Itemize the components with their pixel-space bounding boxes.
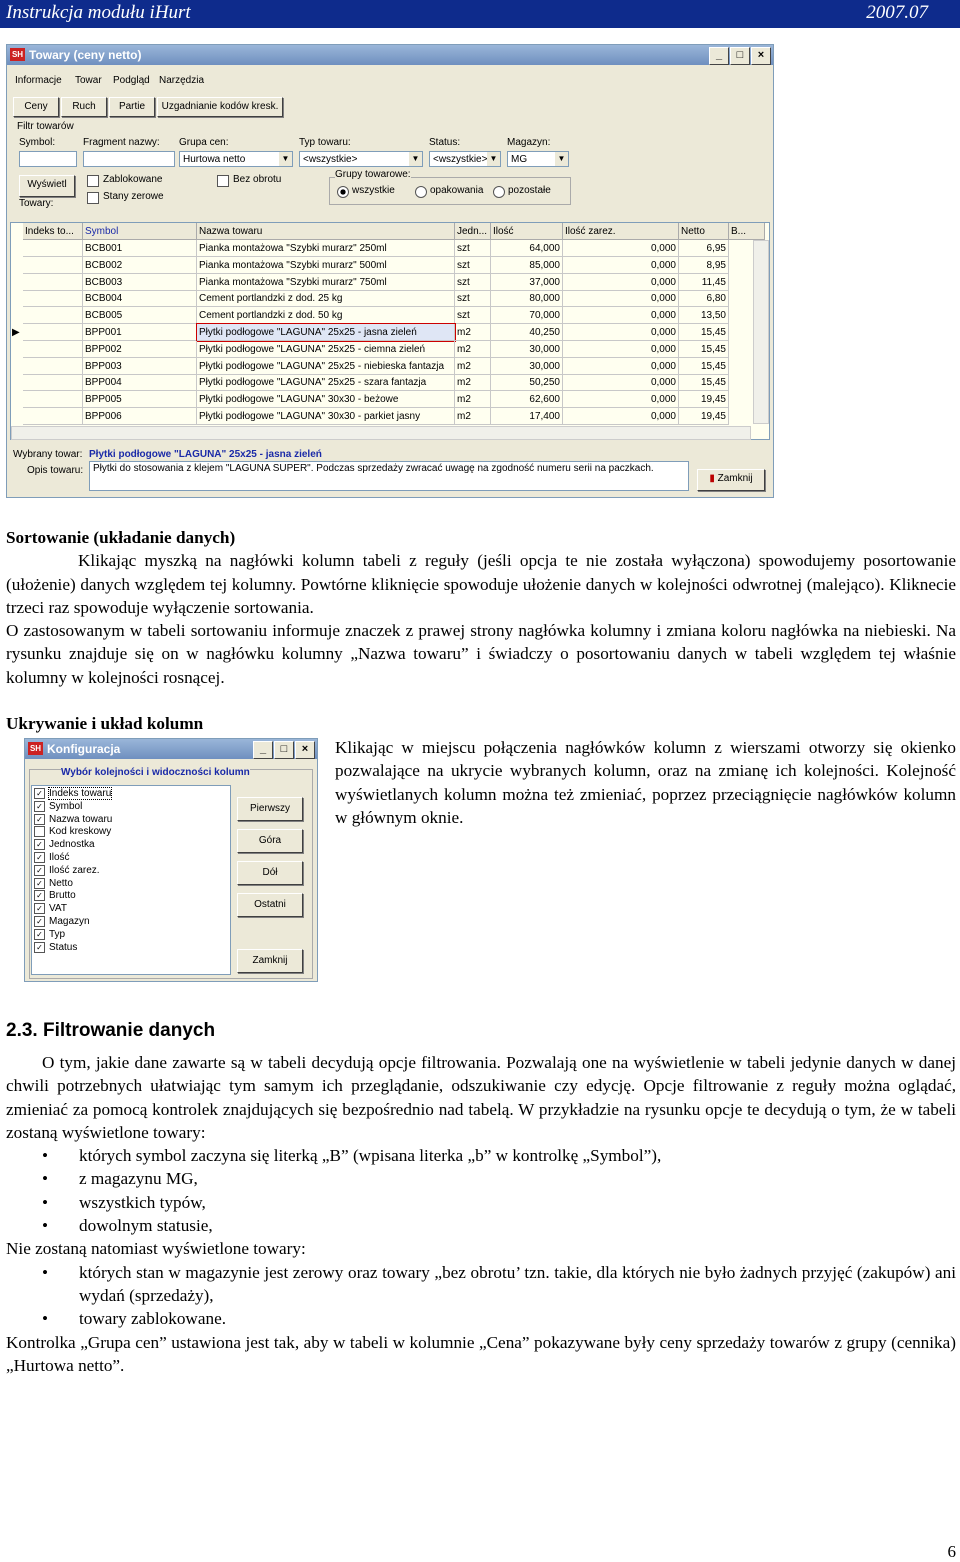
tab-ruch[interactable]: Ruch [61, 97, 107, 117]
table-cell[interactable] [23, 408, 83, 425]
column-checkbox[interactable]: ✓ [34, 814, 45, 825]
down-button[interactable]: Dół [237, 861, 303, 885]
table-cell[interactable]: 0,000 [563, 240, 679, 257]
column-list-item[interactable] [34, 878, 73, 890]
table-cell[interactable]: Pianka montażowa "Szybki murarz" 250ml [197, 240, 455, 257]
columns-group-label: Wybór kolejności i widoczności kolumn [61, 767, 250, 778]
include-list [6, 1144, 956, 1237]
table-cell[interactable]: 30,000 [491, 358, 563, 375]
table-cell[interactable]: 0,000 [563, 341, 679, 358]
last-button[interactable]: Ostatni [237, 893, 303, 917]
column-header[interactable]: Netto [679, 223, 729, 240]
table-cell[interactable]: 6,95 [679, 240, 729, 257]
column-item-label: Jednostka [49, 839, 95, 851]
page-number: 6 [947, 1542, 956, 1561]
table-cell[interactable] [23, 290, 83, 307]
close-button-label: Zamknij [717, 473, 753, 484]
chevron-down-icon: ▼ [409, 152, 422, 166]
menu-narzedzia[interactable]: Narzędzia [159, 75, 205, 86]
table-cell[interactable]: BPP002 [83, 341, 197, 358]
section-sorting [6, 526, 956, 689]
window-title: Towary (ceny netto) [29, 48, 142, 62]
zablokowane-label: Zablokowane [103, 174, 163, 185]
app-logo-icon: SH [29, 744, 42, 753]
column-checkbox[interactable]: ✓ [34, 865, 45, 876]
column-checkbox[interactable]: ✓ [34, 929, 45, 940]
radio-wszystkie-label: wszystkie [352, 185, 395, 196]
table-cell[interactable]: 64,000 [491, 240, 563, 257]
table-cell[interactable]: 0,000 [563, 290, 679, 307]
column-checkbox[interactable]: ✓ [34, 788, 45, 799]
chevron-down-icon: ▼ [555, 152, 568, 166]
show-button[interactable]: Wyświetl [19, 175, 75, 197]
table-cell[interactable]: 19,45 [679, 391, 729, 408]
minimize-icon[interactable]: _ [709, 47, 729, 65]
close-button-2[interactable]: Zamknij [237, 949, 303, 973]
table-cell[interactable]: szt [455, 257, 491, 274]
table-cell[interactable]: BPP003 [83, 358, 197, 375]
table-cell[interactable]: 15,45 [679, 374, 729, 391]
column-header[interactable]: Jedn... [455, 223, 491, 240]
column-header[interactable]: B... [729, 223, 765, 240]
table-cell[interactable] [23, 374, 83, 391]
chevron-down-icon: ▼ [279, 152, 292, 166]
table-cell[interactable]: BCB005 [83, 307, 197, 324]
radio-pozostale[interactable] [493, 186, 505, 198]
table-cell[interactable]: 17,400 [491, 408, 563, 425]
table-cell[interactable]: Płytki podłogowe "LAGUNA" 25x25 - niebieska fantazja [197, 358, 455, 375]
column-item-label: Indeks towaru [49, 788, 112, 800]
table-cell[interactable]: BCB003 [83, 274, 197, 291]
fragment-input[interactable] [83, 151, 175, 167]
grupa-label: Grupa cen: [179, 137, 229, 148]
magazyn-value: MG [511, 154, 528, 165]
table-cell[interactable]: BPP006 [83, 408, 197, 425]
column-header[interactable]: Symbol [83, 223, 197, 240]
column-checkbox[interactable]: ✓ [34, 852, 45, 863]
section-filter [6, 1051, 956, 1377]
table-cell[interactable]: 50,250 [491, 374, 563, 391]
column-item-label: Kod kreskowy [49, 826, 112, 838]
column-item-label: Ilość zarez. [49, 864, 100, 876]
products-table [10, 222, 770, 440]
close-icon[interactable]: × [295, 741, 315, 759]
column-checkbox[interactable]: ✓ [34, 903, 45, 914]
exclude-list [6, 1261, 956, 1331]
radio-opakowania-label: opakowania [430, 185, 484, 196]
table-cell[interactable]: 0,000 [563, 307, 679, 324]
table-cell[interactable]: Cement portlandzki z dod. 50 kg [197, 307, 455, 324]
table-cell[interactable] [23, 257, 83, 274]
table-cell[interactable] [23, 341, 83, 358]
wybrany-label: Wybrany towar: [13, 449, 83, 460]
section-filter-p3: Kontrolka „Grupa cen” ustawiona jest tak, aby w tabeli w kolumnie „Cena” pokazywane były ceny sprzedaży towarów z grupy (cennika) „Hurtowa netto”. [6, 1332, 956, 1375]
symbol-input[interactable] [19, 151, 77, 167]
column-list-item[interactable] [34, 826, 111, 838]
section-sorting-p2: O zastosowanym w tabeli sortowaniu informuje znaczek z prawej strony nagłówka kolumny i zmiana koloru nagłówka na niebieski. Na rysunku znajduje się on w nagłówku kolumny „Nazwa towaru” i świadczy o posortowaniu danych w tabeli względem tej właśnie kolumny w kolejności rosnącej. [6, 621, 956, 687]
list-item [6, 1167, 956, 1190]
table-cell[interactable]: 0,000 [563, 257, 679, 274]
table-cell[interactable] [23, 307, 83, 324]
fragment-label: Fragment nazwy: [83, 137, 160, 148]
column-list-item[interactable] [34, 839, 95, 851]
table-cell[interactable]: Płytki podłogowe "LAGUNA" 25x25 - szara fantazja [197, 374, 455, 391]
filter-label: Filtr towarów [17, 121, 74, 132]
symbol-label: Symbol: [19, 137, 56, 148]
header-date: 2007.07 [866, 2, 928, 23]
menu-towar[interactable]: Towar [75, 75, 102, 86]
bullet-icon: • [42, 1192, 49, 1212]
maximize-icon[interactable]: □ [730, 47, 750, 65]
typ-label: Typ towaru: [299, 137, 351, 148]
bez-obrotu-checkbox[interactable] [217, 175, 229, 187]
close-icon[interactable]: × [751, 47, 771, 65]
table-cell[interactable]: szt [455, 274, 491, 291]
table-cell[interactable]: BCB001 [83, 240, 197, 257]
column-header[interactable]: Ilość zarez. [563, 223, 679, 240]
table-cell[interactable]: 0,000 [563, 274, 679, 291]
towary-label: Towary: [19, 198, 54, 209]
table-cell[interactable] [23, 324, 83, 341]
chevron-down-icon: ▼ [487, 152, 500, 166]
tab-uzgadnianie[interactable]: Uzgadnianie kodów kresk. [157, 97, 283, 117]
table-cell[interactable]: 8,95 [679, 257, 729, 274]
table-cell[interactable]: m2 [455, 324, 491, 341]
section-filter-p2: Nie zostaną natomiast wyświetlone towary: [6, 1239, 306, 1259]
section-columns-heading: Ukrywanie i układ kolumn [6, 714, 204, 733]
column-list-item[interactable] [34, 852, 70, 864]
bez-obrotu-label: Bez obrotu [233, 174, 282, 185]
horizontal-scrollbar[interactable] [11, 426, 751, 440]
column-header[interactable]: Indeks to... [23, 223, 83, 240]
list-item-text: z magazynu MG, [79, 1169, 198, 1189]
column-item-label: Magazyn [49, 916, 90, 928]
table-cell[interactable]: szt [455, 290, 491, 307]
section-columns-text: Klikając w miejscu połączenia nagłówków kolumn z wierszami otworzy się okienko pozwalające na ukrycie wybranych kolumn, oraz na zmianę ich kolejności. Kolejność wyświetlanych kolumn można też zmieniać, poprzez przeciągnięcie nagłówków kolumn w głównym oknie. [335, 738, 956, 827]
title-bar [7, 45, 773, 65]
section-sorting-p1: Klikając myszką na nagłówki kolumn tabeli z reguły (jeśli opcja te nie została wyłączona) spowodujemy posortowanie (ułożenie) danych względem tej kolumny. Powtórne kliknięcie spowoduje ułożenie danych w kolejności odwrotnej (malejąco). Kliknecie trzeci raz spowoduje wyłączenie sortowania. [6, 551, 956, 617]
column-checkbox[interactable]: ✓ [34, 942, 45, 953]
column-header[interactable]: Ilość [491, 223, 563, 240]
table-cell[interactable]: Pianka montażowa "Szybki murarz" 500ml [197, 257, 455, 274]
column-item-label: Netto [49, 877, 73, 889]
stany-zerowe-label: Stany zerowe [103, 191, 164, 202]
list-item [6, 1144, 956, 1167]
column-list-item[interactable] [34, 814, 112, 826]
table-cell[interactable] [23, 358, 83, 375]
column-list-item[interactable] [34, 942, 77, 954]
radio-opakowania[interactable] [415, 186, 427, 198]
column-item-label: Brutto [49, 890, 76, 902]
column-list-item[interactable] [34, 916, 90, 928]
opis-label: Opis towaru: [27, 465, 84, 476]
zablokowane-checkbox[interactable] [87, 175, 99, 187]
table-cell[interactable]: 0,000 [563, 391, 679, 408]
table-cell[interactable]: Pianka montażowa "Szybki murarz" 750ml [197, 274, 455, 291]
table-cell[interactable]: 15,45 [679, 341, 729, 358]
column-list-item[interactable] [34, 865, 100, 877]
wybrany-value: Płytki podłogowe "LAGUNA" 25x25 - jasna zieleń [89, 449, 322, 460]
column-list-item[interactable] [34, 788, 111, 800]
list-item [6, 1191, 956, 1214]
table-cell[interactable]: m2 [455, 391, 491, 408]
header-title: Instrukcja modułu iHurt [6, 2, 191, 23]
list-item-text: których symbol zaczyna się literką „B” (wpisana literka „b” w kontrolkę „Symbol”), [79, 1146, 662, 1166]
table-cell[interactable]: m2 [455, 408, 491, 425]
table-cell[interactable]: 15,45 [679, 358, 729, 375]
column-checkbox[interactable]: ✓ [34, 916, 45, 927]
list-item-text: dowolnym statusie, [79, 1216, 213, 1236]
maximize-icon[interactable]: □ [274, 741, 294, 759]
table-cell[interactable]: 62,600 [491, 391, 563, 408]
bullet-icon: • [42, 1216, 49, 1236]
column-checkbox[interactable] [34, 826, 45, 837]
bullet-icon: • [42, 1169, 49, 1189]
status-label: Status: [429, 137, 461, 148]
bullet-icon: • [42, 1262, 49, 1282]
magazyn-select[interactable] [507, 151, 569, 167]
section-filter-p1: O tym, jakie dane zawarte są w tabeli decydują opcje filtrowania. Pozwalają one na wyświetlenie w tabeli jedynie danych w danej chwili potrzebnych ułatwiając tym samym ich przeglądanie, odszukiwanie czy edycję. Opcje filtrowanie z reguły można oglądać, zmieniać za pomocą kontrolek znajdujących się bezpośrednio nad tabelą. W przykładzie na rysunku opcje te decydują o tym, że w tabeli zostaną wyświetlone towary: [6, 1053, 956, 1142]
table-cell[interactable]: 85,000 [491, 257, 563, 274]
column-item-label: VAT [49, 903, 67, 915]
list-item-text: wszystkich typów, [79, 1192, 206, 1212]
row-pointer-icon: ▶ [12, 327, 20, 338]
menu-informacje[interactable]: Informacje [15, 75, 62, 86]
konfiguracja-window [24, 738, 318, 982]
table-cell[interactable]: 0,000 [563, 324, 679, 341]
table-cell[interactable]: m2 [455, 358, 491, 375]
column-list-item[interactable] [34, 801, 82, 813]
title-bar-2 [25, 739, 317, 759]
opis-field[interactable]: Płytki do stosowania z klejem "LAGUNA SUPER". Podczas sprzedaży zwracać uwagę na zgodność numeru serii na paczkach. [89, 461, 689, 491]
app-logo-icon: SH [11, 50, 24, 59]
table-cell[interactable]: Płytki podłogowe "LAGUNA" 30x30 - parkiet jasny [197, 408, 455, 425]
close-button[interactable] [697, 469, 765, 491]
column-item-label: Symbol [49, 800, 83, 812]
tab-ceny[interactable]: Ceny [13, 97, 59, 117]
column-list-item[interactable] [34, 903, 67, 915]
list-item [6, 1214, 956, 1237]
grupa-select[interactable] [179, 151, 293, 167]
table-cell[interactable]: BPP005 [83, 391, 197, 408]
column-checkbox[interactable]: ✓ [34, 890, 45, 901]
table-cell[interactable]: BPP001 [83, 324, 197, 341]
table-cell[interactable]: 0,000 [563, 408, 679, 425]
magazyn-label: Magazyn: [507, 137, 551, 148]
column-list-item[interactable] [34, 929, 65, 941]
table-cell[interactable]: Płytki podłogowe "LAGUNA" 30x30 - beżowe [197, 391, 455, 408]
table-cell[interactable]: 37,000 [491, 274, 563, 291]
grupy-label: Grupy towarowe: [335, 169, 411, 180]
column-item-label: Status [49, 941, 78, 953]
table-cell[interactable]: 0,000 [563, 358, 679, 375]
table-cell[interactable]: Płytki podłogowe "LAGUNA" 25x25 - ciemna zieleń [197, 341, 455, 358]
table-cell[interactable] [23, 240, 83, 257]
table-cell[interactable]: BCB004 [83, 290, 197, 307]
vertical-scrollbar[interactable] [753, 240, 769, 424]
radio-pozostale-label: pozostałe [508, 185, 551, 196]
bullet-icon: • [42, 1146, 49, 1166]
table-cell[interactable]: Płytki podłogowe "LAGUNA" 25x25 - jasna zieleń [197, 324, 455, 341]
towary-window [6, 44, 774, 498]
table-cell[interactable]: szt [455, 307, 491, 324]
table-cell[interactable]: 13,50 [679, 307, 729, 324]
bullet-icon: • [42, 1309, 49, 1329]
minimize-icon[interactable]: _ [253, 741, 273, 759]
columns-list[interactable] [31, 785, 231, 975]
table-cell[interactable]: 6,80 [679, 290, 729, 307]
menu-podglad[interactable]: Podgląd [113, 75, 150, 86]
first-button[interactable]: Pierwszy [237, 797, 303, 821]
column-header[interactable]: Nazwa towaru [197, 223, 455, 240]
door-icon: ▮ [709, 473, 718, 484]
list-item [6, 1307, 956, 1330]
column-list-item[interactable] [34, 890, 76, 902]
table-cell[interactable]: 19,45 [679, 408, 729, 425]
table-cell[interactable]: 15,45 [679, 324, 729, 341]
section-filter-heading: 2.3. Filtrowanie danych [6, 1020, 216, 1041]
status-select[interactable] [429, 151, 501, 167]
column-item-label: Nazwa towaru [49, 813, 113, 825]
status-value: <wszystkie> [433, 154, 488, 165]
list-item-text: których stan w magazynie jest zerowy oraz towary „bez obrotu’ tzn. takie, dla których nie było żadnych przyjęć (zakupów) ani wydań (sprzedaży), [79, 1262, 956, 1305]
stany-zerowe-checkbox[interactable] [87, 192, 99, 204]
table-cell[interactable]: Cement portlandzki z dod. 25 kg [197, 290, 455, 307]
table-cell[interactable] [23, 391, 83, 408]
window2-title: Konfiguracja [47, 742, 121, 756]
table-cell[interactable]: 0,000 [563, 374, 679, 391]
table-cell[interactable]: 30,000 [491, 341, 563, 358]
column-item-label: Ilość [49, 852, 70, 864]
table-cell[interactable]: 11,45 [679, 274, 729, 291]
table-cell[interactable]: 40,250 [491, 324, 563, 341]
tab-partie[interactable]: Partie [109, 97, 155, 117]
table-cell[interactable]: 80,000 [491, 290, 563, 307]
column-checkbox[interactable]: ✓ [34, 839, 45, 850]
table-cell[interactable]: BCB002 [83, 257, 197, 274]
table-cell[interactable]: m2 [455, 374, 491, 391]
radio-wszystkie[interactable] [337, 186, 349, 198]
typ-value: <wszystkie> [303, 154, 358, 165]
up-button[interactable]: Góra [237, 829, 303, 853]
section-sorting-heading: Sortowanie (układanie danych) [6, 528, 236, 547]
column-checkbox[interactable]: ✓ [34, 801, 45, 812]
grupa-value: Hurtowa netto [183, 154, 246, 165]
list-item [6, 1261, 956, 1308]
table-cell[interactable]: m2 [455, 341, 491, 358]
list-item-text: towary zablokowane. [79, 1309, 226, 1329]
table-cell[interactable]: BPP004 [83, 374, 197, 391]
table-cell[interactable]: szt [455, 240, 491, 257]
column-item-label: Typ [49, 928, 66, 940]
table-cell[interactable]: 70,000 [491, 307, 563, 324]
page-header [0, 0, 960, 28]
column-checkbox[interactable]: ✓ [34, 878, 45, 889]
table-cell[interactable] [23, 274, 83, 291]
typ-select[interactable] [299, 151, 423, 167]
